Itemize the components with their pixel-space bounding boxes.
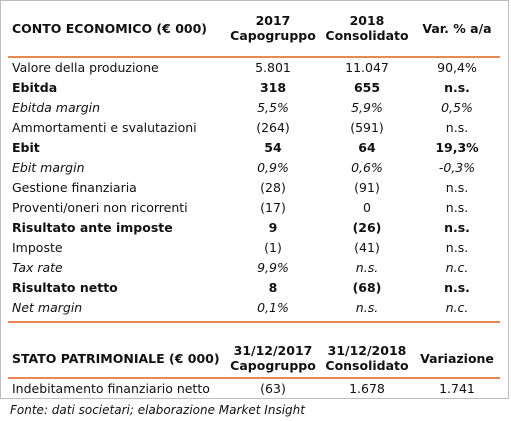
balance-sheet-title: STATO PATRIMONIALE (€ 000) [12,351,220,366]
row-value-col3: 19,3% [435,140,479,155]
row-value-col3: n.s. [445,240,469,255]
col-2018-label: Consolidato [325,358,409,373]
row-value-col1: (264) [256,120,290,135]
table-row [0,278,511,298]
row-label: Gestione finanziaria [12,180,137,195]
row-value-col1: 0,1% [257,300,289,315]
table-row [0,238,511,258]
row-value-col2: (26) [352,220,382,235]
col-2017-label: Capogruppo [230,358,316,373]
row-value-col3: n.s. [444,220,470,235]
row-value-col3: n.s. [445,120,469,135]
row-label: Proventi/oneri non ricorrenti [12,200,188,215]
row-value-col2: 64 [358,140,376,155]
table-row [0,138,511,158]
table-row [0,198,511,218]
row-value-col1: (28) [260,180,286,195]
row-label: Imposte [12,240,63,255]
row-value-col1: (1) [264,240,282,255]
income-statement-header [0,13,511,45]
table-row [0,379,511,399]
row-label: Ammortamenti e svalutazioni [12,120,197,135]
row-value-col3: -0,3% [438,160,476,175]
row-value-col2: n.s. [355,260,379,275]
balance-sheet-header [0,343,511,375]
table-row [0,218,511,238]
row-value-col3: n.s. [444,280,470,295]
col-2017-year: 2017 [255,13,291,28]
table-row [0,178,511,198]
row-label: Risultato ante imposte [12,220,173,235]
section-divider [8,321,500,323]
col-2017-label: Capogruppo [230,28,316,43]
table-row [0,98,511,118]
row-value-col3: n.s. [444,80,470,95]
income-statement-title: CONTO ECONOMICO (€ 000) [12,21,208,36]
col-2018-date: 31/12/2018 [327,343,407,358]
row-value-col2: 5,9% [351,100,383,115]
row-value-col1: 5.801 [255,60,291,75]
row-value-col2: 655 [353,80,381,95]
source-note: Fonte: dati societari; elaborazione Market Insight [10,403,305,417]
row-value-col1: 0,9% [257,160,289,175]
row-label: Valore della produzione [12,60,159,75]
row-value-col1: (63) [260,381,286,396]
table-row [0,258,511,278]
row-value-col1: 54 [264,140,282,155]
row-label: Indebitamento finanziario netto [12,381,210,396]
row-value-col2: (41) [354,240,380,255]
row-value-col2: 1.678 [349,381,385,396]
table-row [0,58,511,78]
row-label: Ebit [12,140,40,155]
row-value-col1: 318 [259,80,287,95]
col-2018-label: Consolidato [325,28,409,43]
row-value-col3: n.s. [445,200,469,215]
row-value-col2: 0 [363,200,371,215]
row-value-col2: 0,6% [351,160,383,175]
table-row [0,298,511,318]
row-value-col1: 9,9% [257,260,289,275]
row-value-col3: 1.741 [439,381,475,396]
row-label: Ebitda [12,80,58,95]
row-value-col3: 0,5% [441,100,473,115]
row-value-col3: n.s. [445,180,469,195]
col-change: Variazione [420,351,494,366]
row-value-col2: (591) [350,120,384,135]
row-label: Ebit margin [12,160,85,175]
row-label: Tax rate [12,260,63,275]
row-label: Net margin [12,300,83,315]
col-2017-date: 31/12/2017 [233,343,313,358]
row-value-col3: n.c. [445,300,469,315]
row-label: Ebitda margin [12,100,101,115]
row-label: Risultato netto [12,280,118,295]
row-value-col2: n.s. [355,300,379,315]
row-value-col3: n.c. [445,260,469,275]
row-value-col3: 90,4% [437,60,477,75]
row-value-col2: (91) [354,180,380,195]
row-value-col1: (17) [260,200,286,215]
col-2018-year: 2018 [349,13,385,28]
col-variation: Var. % a/a [422,21,492,36]
table-row [0,118,511,138]
row-value-col1: 5,5% [257,100,289,115]
table-row [0,158,511,178]
row-value-col1: 9 [268,220,278,235]
table-row [0,78,511,98]
row-value-col2: (68) [352,280,382,295]
row-value-col2: 11.047 [345,60,389,75]
row-value-col1: 8 [268,280,278,295]
